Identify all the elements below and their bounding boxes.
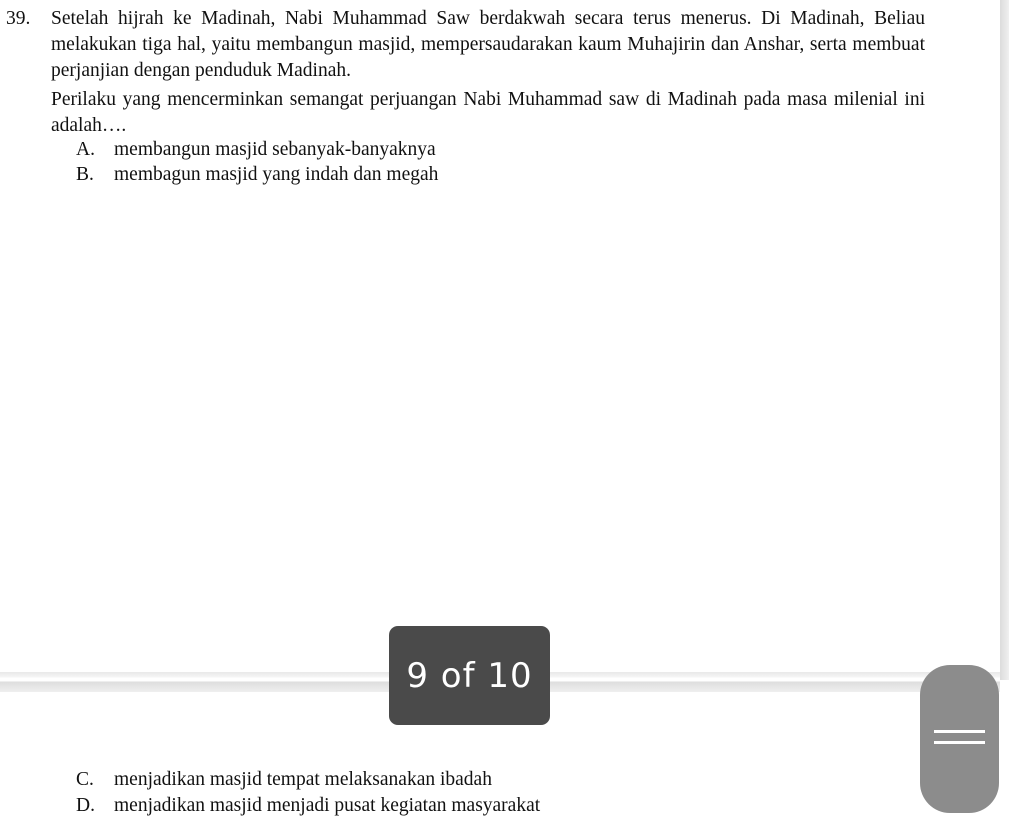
- page-indicator: 9 of 10: [389, 626, 550, 725]
- option-c: [76, 767, 492, 793]
- option-d: [76, 793, 540, 819]
- option-a: [76, 137, 436, 163]
- option-b: [76, 162, 438, 188]
- scroll-handle[interactable]: [920, 665, 999, 813]
- question-number: 39.: [6, 8, 31, 29]
- option-letter: A.: [76, 139, 95, 160]
- page-edge: [1000, 0, 1009, 680]
- option-letter: C.: [76, 769, 94, 790]
- option-text: membagun masjid yang indah dan megah: [114, 164, 439, 185]
- option-letter: D.: [76, 795, 95, 816]
- option-text: menjadikan masjid menjadi pusat kegiatan masyarakat: [114, 795, 541, 816]
- question-prompt: Perilaku yang mencerminkan semangat perjuangan Nabi Muhammad saw di Madinah pada masa milenial ini adalah….: [51, 89, 925, 136]
- option-letter: B.: [76, 164, 94, 185]
- question-stem: Setelah hijrah ke Madinah, Nabi Muhammad Saw berdakwah secara terus menerus. Di Madinah, Beliau melakukan tiga hal, yaitu membangun masjid, mempersaudarakan kaum Muhajirin dan Anshar, serta membuat perjanjian dengan penduduk Madinah.: [51, 8, 925, 81]
- option-text: membangun masjid sebanyak-banyaknya: [114, 139, 436, 160]
- option-text: menjadikan masjid tempat melaksanakan ibadah: [114, 769, 492, 790]
